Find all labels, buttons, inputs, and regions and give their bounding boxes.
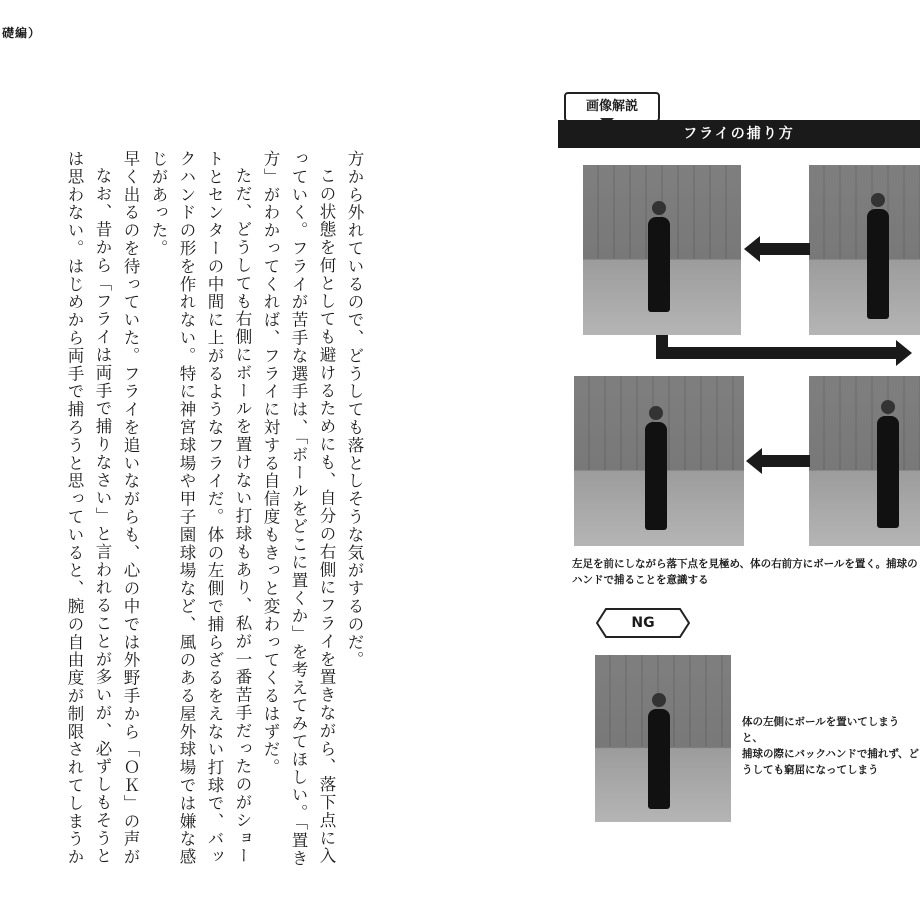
ng-caption-line-1: 体の左側にボールを置いてしまうと、 xyxy=(742,716,900,744)
arrowhead-right xyxy=(896,340,912,366)
photo-step-3 xyxy=(583,165,741,335)
paragraph-2: この状態を何としても避けるためにも、自分の右側にフライを置きながら、落下点に入っていく。フライが苦手な選手は、「ボールをどこに置くか」を考えてみてほしい。「置き方」がわかってくれば、フライに対する自信度もきっと変わってくるはずだ。 xyxy=(261,150,336,868)
photo-ng xyxy=(595,655,731,822)
photo-step-2 xyxy=(809,376,920,546)
ng-badge xyxy=(596,608,690,638)
caption-line-2: ハンドで捕ることを意識する xyxy=(572,574,709,586)
image-explanation-badge: 画像解説 xyxy=(564,92,660,122)
arrow-left-bottom xyxy=(762,455,810,467)
ng-label: NG xyxy=(631,615,655,631)
arrowhead-left-top xyxy=(744,236,760,262)
paragraph-1: 方から外れているので、どうしても落としそうな気がするのだ。 xyxy=(345,150,364,670)
paragraph-5: なお、昔から「フライは両手で捕りなさい」と言われることが多いが、必ずしもそうとは思わない。はじめから両手で捕ろうと思っていると、腕の自由度が制限されてしまうか xyxy=(65,150,112,866)
paragraph-3: ただ、どうしても右側にボールを置けない打球もあり、私が一番苦手だったのがショートとセンターの中間に上がるようなフライだ。体の左側で捕らざるをえない打球で、バックハンドの形を作れない。特に神宮球場や甲子園球場など、風のある屋外球場では嫌な感じがあった。 xyxy=(149,150,252,866)
paragraph-4: 早く出るのを待っていた。フライを追いながらも、心の中では外野手から「ＯＫ」の声が xyxy=(121,150,140,866)
photo-step-1 xyxy=(809,165,920,335)
arrow-left-top xyxy=(760,243,810,255)
connector-horizontal xyxy=(656,347,896,359)
ng-caption-line-2: 捕球の際にバックハンドで捕れず、ど xyxy=(742,748,920,760)
photo-caption xyxy=(572,556,920,588)
arrowhead-left-bottom xyxy=(746,448,762,474)
photo-step-4 xyxy=(574,376,744,546)
caption-line-1: 左足を前にしながら落下点を見極め、体の右前方にボールを置く。捕球の xyxy=(572,558,918,570)
ng-caption xyxy=(742,714,920,778)
panel-title: フライの捕り方 xyxy=(558,120,920,148)
chapter-header: 礎編） xyxy=(2,26,42,40)
ng-caption-line-3: うしても窮屈になってしまう xyxy=(742,764,879,776)
vertical-body-text xyxy=(8,150,368,880)
